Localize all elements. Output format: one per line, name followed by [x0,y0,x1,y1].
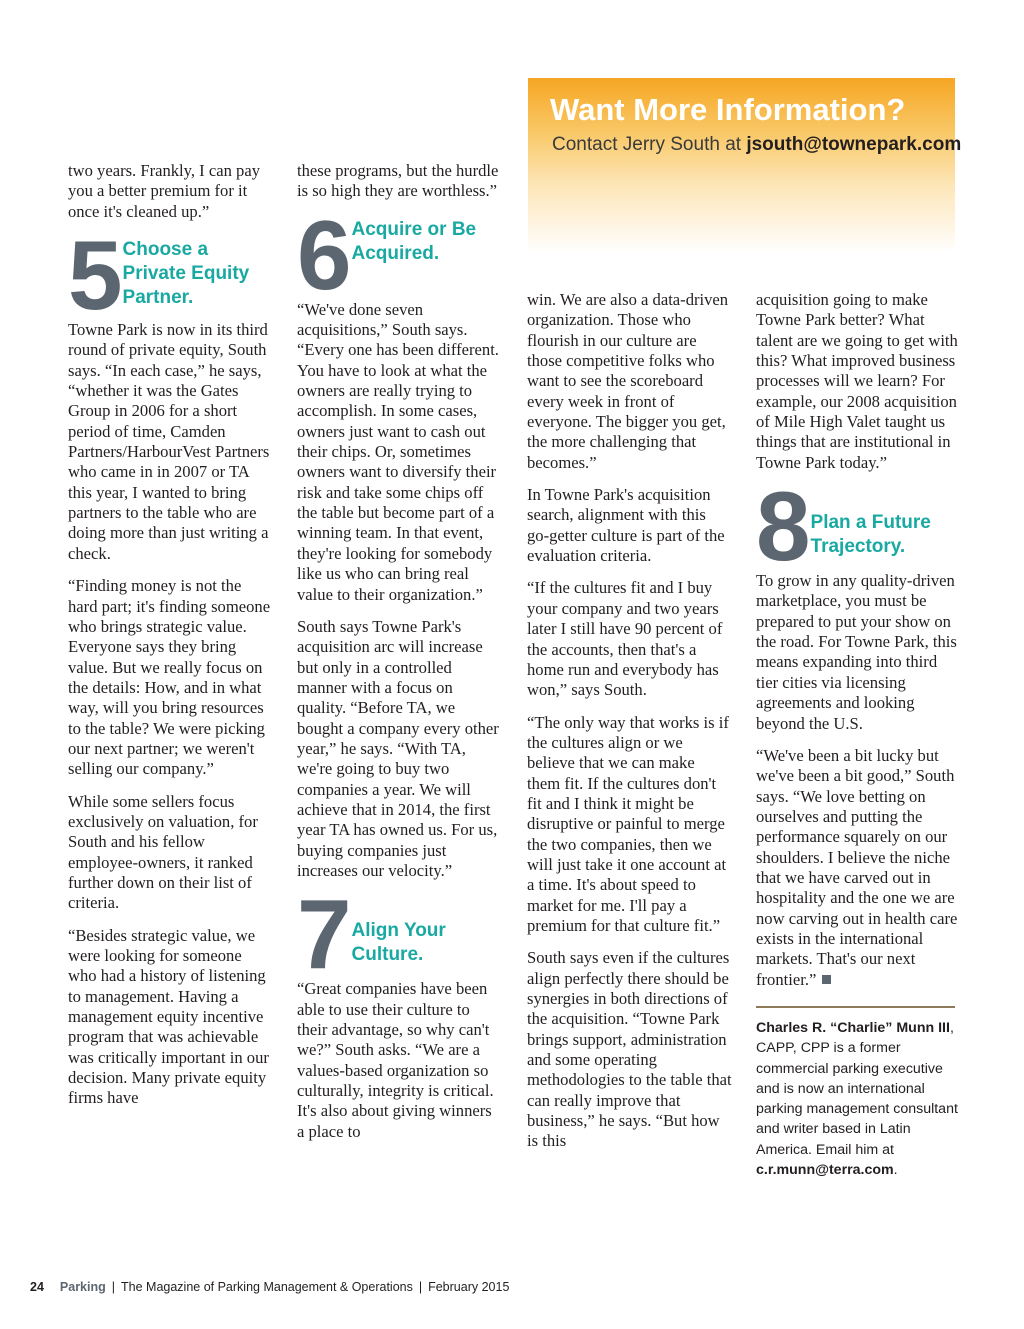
paragraph: “We've done seven acquisitions,” South says. “Every one has been different. You have to look at what the owners are really trying to accomplish. In some cases, owners just want to cash out their chips. Or, sometimes owners want to diversify their risk and take some chips off the table but become part of a winning team. In that event, they're looking for somebody like us who can bring real value to their organization.” [297,299,499,604]
paragraph: two years. Frankly, I can pay you a better premium for it once it's cleaned up.” [68,161,260,221]
footer-separator: | [111,1280,116,1294]
closing-paragraph-text: “We've been a bit lucky but we've been a bit good,” South says. “We love betting on ourselves and putting the performance squarely on our shoulders. I believe the niche that we have carved out in hospitality and the one we are now carving out in health care exists in the international markets. That's our next frontier.” [756,745,958,989]
section-title: Choose a Private Equity Partner. [122,239,250,309]
section-number: 6 [297,199,350,310]
end-of-article-icon [822,975,831,984]
info-box-contact [552,134,961,156]
contact-prefix: Contact Jerry South at [552,134,747,155]
paragraph [756,746,961,990]
section-title: Align Your Culture. [351,920,446,966]
bio-divider [756,1006,955,1008]
paragraph: To grow in any quality-driven marketplace, you must be prepared to put your show on the road. For Towne Park, this means expanding into third tier cities via licensing agreements and looking beyond the U.S. [756,571,957,733]
paragraph: South says Towne Park's acquisition arc will increase but only in a controlled manner with a focus on quality. “Before TA, we bought a company every other year,” he says. “With TA, we're going to buy two companies a year. We will achieve that in 2014, the first year TA has owned us. For us, buying companies just increases our velocity.” [297,616,499,880]
paragraph: acquisition going to make Towne Park better? What talent are we going to get with this? What improved business processes will we learn? For example, our 2008 acquisition of Mile High Valet taught us things that are institutional in Towne Park today.” [756,290,958,472]
bio-end: . [893,1162,898,1179]
article-column-2 [297,161,502,1154]
paragraph: In Towne Park's acquisition search, alignment with this go-getter culture is part of the evaluation criteria. [527,485,725,566]
article-column-4 [756,290,961,1180]
paragraph: “Great companies have been able to use their culture to their advantage, so why can't we?” South asks. “We are a values-based organization so culturally, integrity is critical. It's also about giving winners a place to [297,979,494,1141]
page-number: 24 [30,1280,44,1294]
author-bio [756,1018,961,1180]
paragraph: “The only way that works is if the cultures align or we believe that we can make them fit. If the cultures don't fit and I think it might be disruptive or painful to merge the two companies, then we will just take it one account at a time. It's about speed to market for me. I'll pay a premium for that culture fit.” [527,712,729,935]
info-box-title: Want More Information? [550,92,906,127]
section-number: 8 [756,471,809,582]
paragraph: “If the cultures fit and I buy your company and two years later I still have 90 percent of the accounts, then that's a home run and everybody has won,” says South. [527,578,723,700]
section-heading-8 [756,471,961,582]
paragraph: win. We are also a data-driven organization. Those who flourish in our culture are those competitive folks who want to see the scoreboard every week in front of everyone. The bigger you get, the more challenging that becomes.” [527,290,729,472]
author-email-link[interactable]: c.r.munn@terra.com [756,1162,894,1179]
section-number: 7 [297,879,350,990]
section-heading-7 [297,879,502,990]
author-name: Charles R. “Charlie” Munn III [756,1019,950,1036]
magazine-subtitle: The Magazine of Parking Management & Operations [121,1280,413,1294]
article-column-1 [68,161,273,1121]
section-heading-6 [297,199,502,310]
bio-text: , CAPP, CPP is a former commercial parking executive and is now an international parking management consultant and writer based in Latin America. Email him at [756,1019,958,1158]
paragraph: “Finding money is not the hard part; it's finding someone who brings strategic value. Everyone says they bring value. But we really focus on the details: How, and in what way, will you bring resources to the table? We were picking our next partner; we weren't selling our company.” [68,576,271,779]
page-footer [30,1280,509,1294]
paragraph: Towne Park is now in its third round of private equity, South says. “In each case,” he says, “whether it was the Gates Group in 2006 for a short period of time, Camden Partners/HarbourVest Partners who came in in 2007 or TA this year, I wanted to bring partners to the table who are doing more than just writing a check. [68,320,270,563]
section-title: Acquire or Be Acquired. [351,218,477,264]
paragraph: While some sellers focus exclusively on valuation, for South and his fellow employee-owners, it ranked further down on their list of criteria. [68,791,258,913]
magazine-name: Parking [59,1280,106,1294]
paragraph: South says even if the cultures align perfectly there should be synergies in both directions of the acquisition. “Towne Park brings support, administration and some operating methodologies to the table that can really improve that business,” he says. “But how is this [527,948,732,1151]
footer-separator: | [418,1280,423,1294]
section-heading-5 [68,220,273,331]
paragraph: “Besides strategic value, we were looking for someone who had a history of listening to management. Having a management equity incentive program that was achievable was critically important in our decision. Many private equity firms have [68,925,269,1108]
info-callout-box [528,78,962,253]
article-column-3 [527,290,732,1164]
issue-date: February 2015 [428,1280,510,1294]
section-title: Plan a Future Trajectory. [810,512,931,558]
section-number: 5 [68,220,121,331]
contact-email-link[interactable]: jsouth@townepark.com [746,134,962,155]
paragraph: these programs, but the hurdle is so high they are worthless.” [297,161,499,201]
